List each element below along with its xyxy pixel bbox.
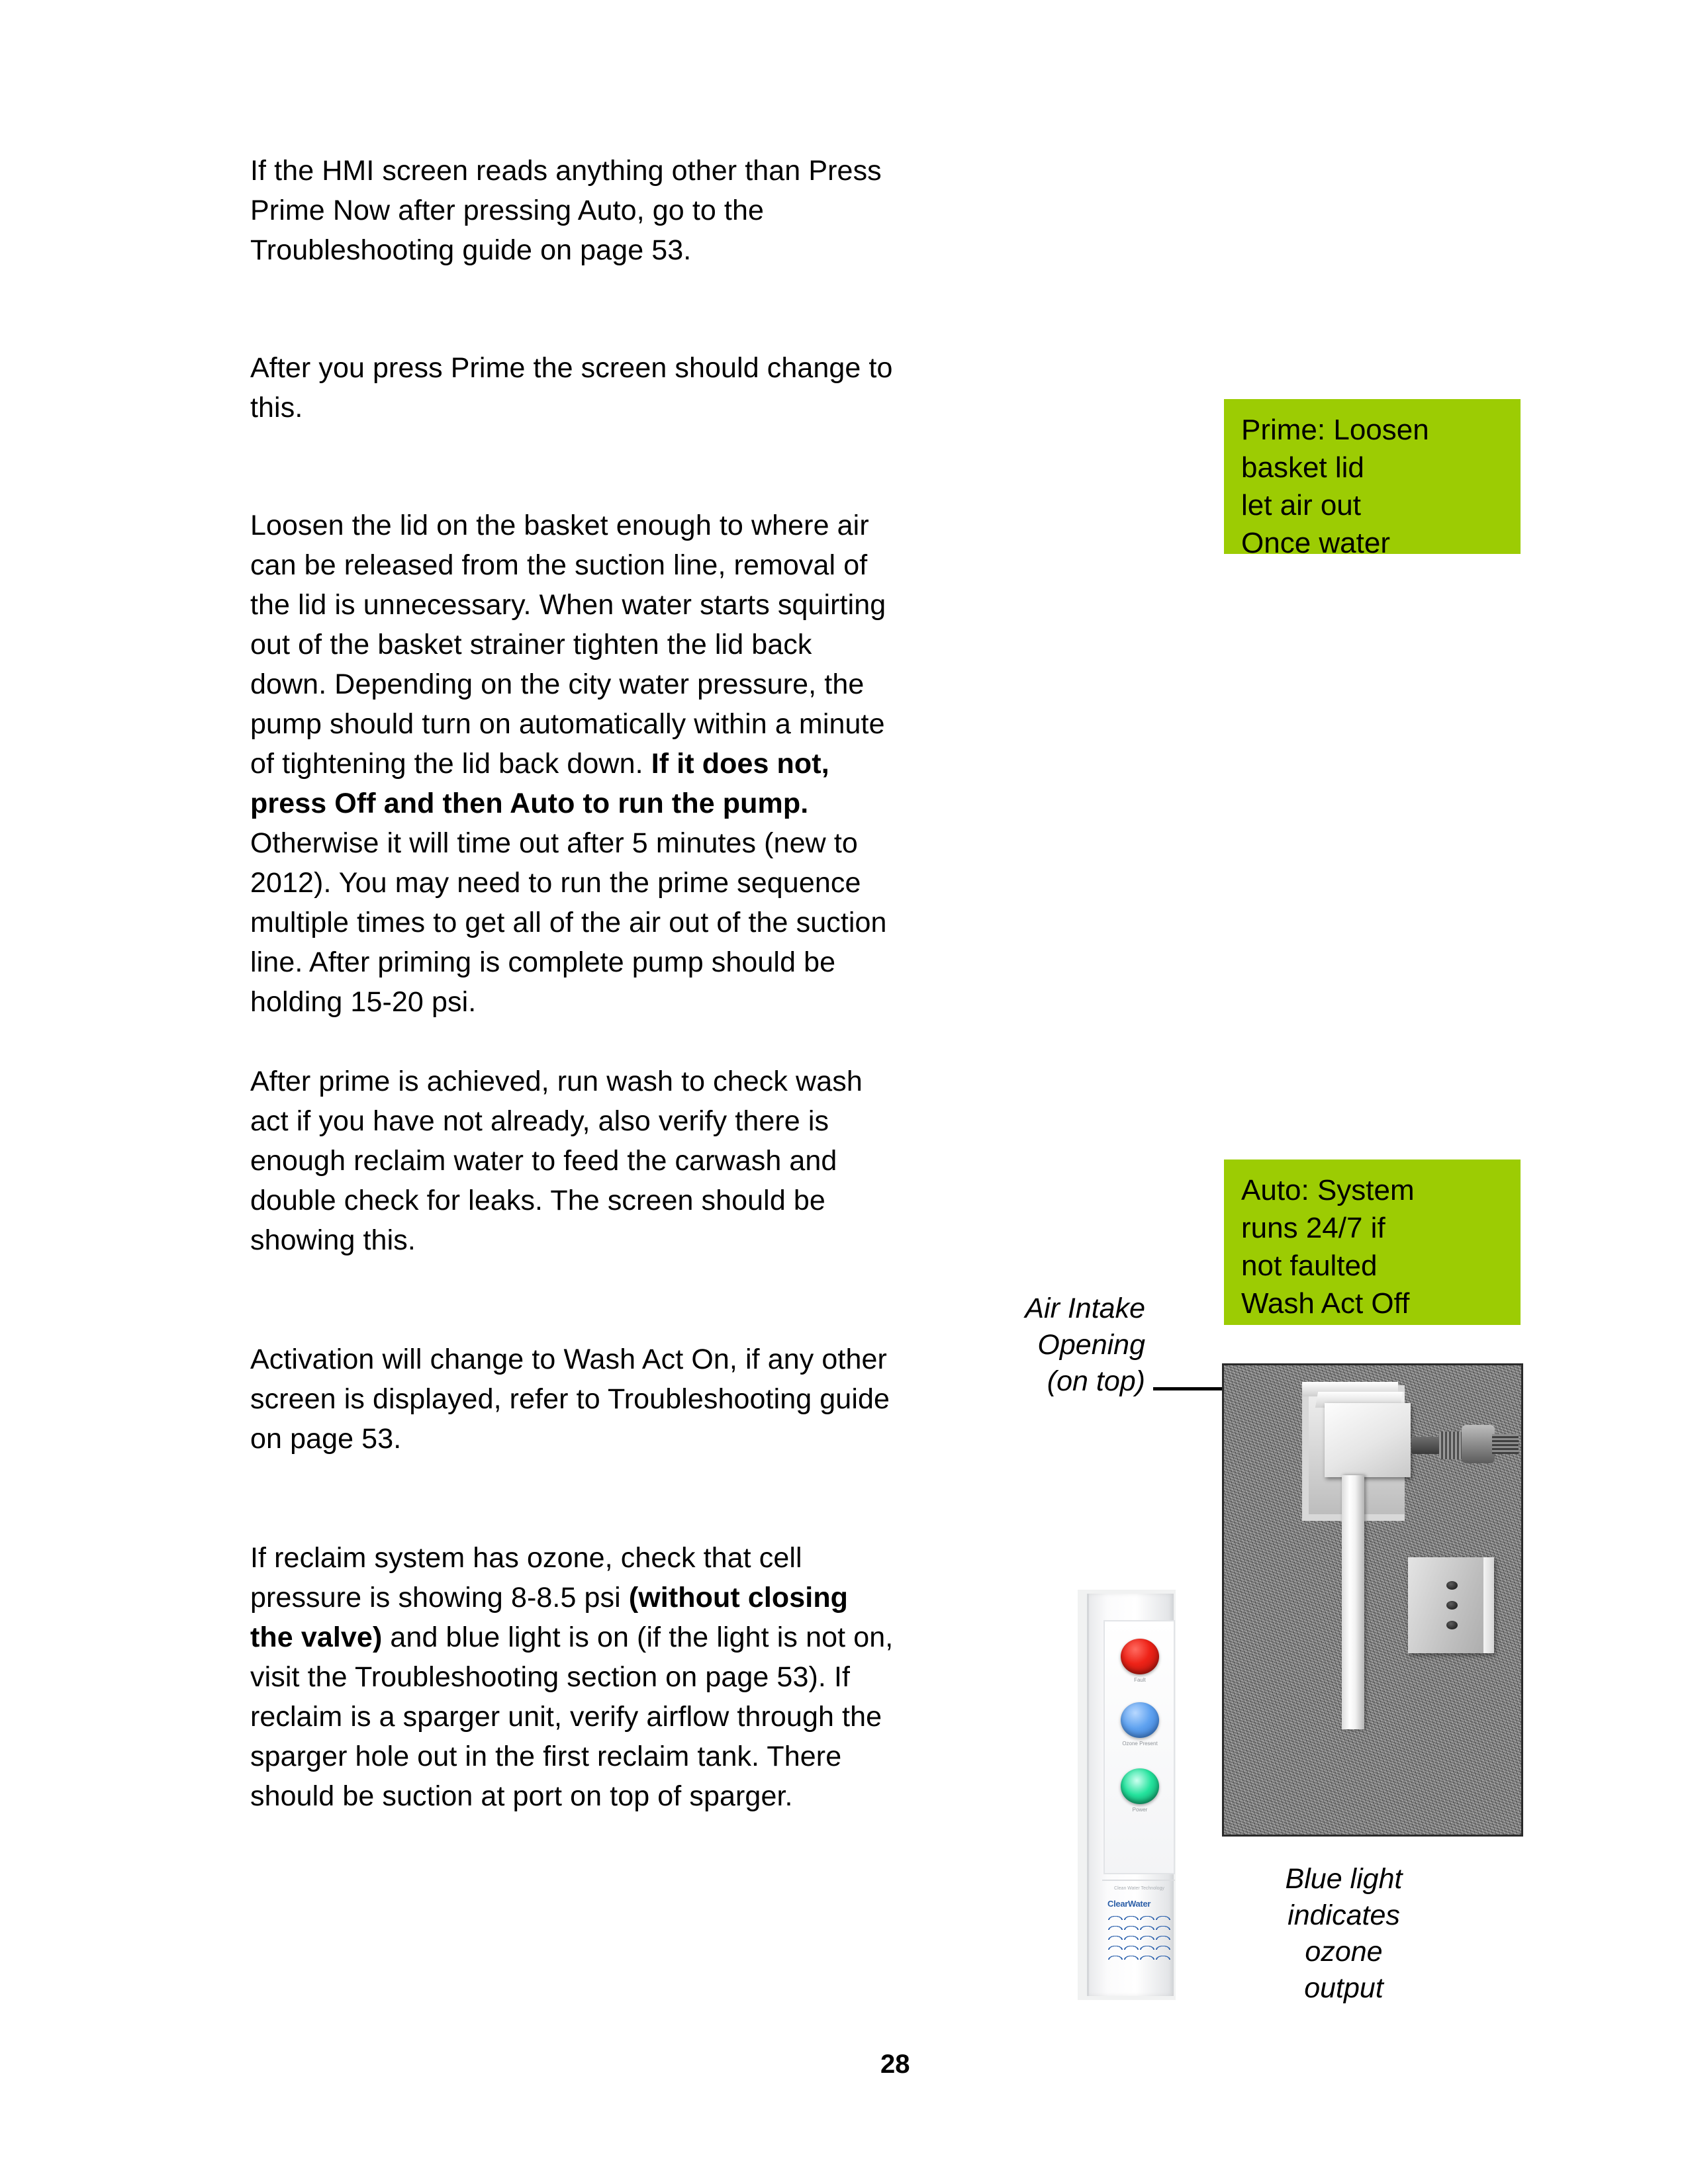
wave-row bbox=[1107, 1933, 1171, 1940]
wave-row bbox=[1107, 1923, 1171, 1930]
paragraph-spacer bbox=[250, 1022, 896, 1062]
loosen-lid-text-b: Otherwise it will time out after 5 minutes (new to 2012). You may need to run the prime sequence multiple times to get all of the air out of the suction line. After priming is complete pump should be holding 15-20 psi. bbox=[250, 827, 887, 1018]
paragraph-spacer bbox=[250, 1260, 896, 1340]
fitting-segment-a bbox=[1411, 1437, 1440, 1454]
wave-pattern-icon bbox=[1107, 1913, 1171, 1963]
prime-screen-line-4: Once water bbox=[1241, 527, 1390, 559]
ozone-present-lamp-label: Ozone Present bbox=[1122, 1741, 1158, 1747]
auto-screen-line-2: runs 24/7 if bbox=[1241, 1212, 1385, 1244]
blue-light-line-1: Blue light bbox=[1285, 1863, 1403, 1895]
paragraph-loosen-lid bbox=[250, 506, 896, 1022]
photo-sparger-assembly bbox=[1222, 1363, 1523, 1837]
ozone-bold-emphasis: (without closing the valve) bbox=[250, 1582, 849, 1653]
photo-ozone-control-panel bbox=[1078, 1590, 1176, 2000]
auto-screen-line-3: not faulted bbox=[1241, 1250, 1378, 1282]
paragraph-ozone-check bbox=[250, 1538, 896, 1816]
paragraph-activation: Activation will change to Wash Act On, if any other screen is displayed, refer to Troubleshooting guide on page 53. bbox=[250, 1343, 890, 1455]
power-lamp-label: Power bbox=[1132, 1807, 1148, 1813]
blue-light-line-3: ozone bbox=[1305, 1936, 1383, 1968]
blue-light-line-4: output bbox=[1304, 1972, 1383, 2004]
auto-screen-line-4: Wash Act Off bbox=[1241, 1287, 1410, 1320]
air-intake-line-1: Air Intake bbox=[1025, 1293, 1145, 1324]
plate-hole bbox=[1446, 1581, 1458, 1590]
panel-faceplate bbox=[1087, 1594, 1174, 1996]
wave-row bbox=[1107, 1942, 1171, 1950]
loosen-lid-bold-emphasis: If it does not, press Off and then Auto to run the pump. bbox=[250, 748, 829, 819]
fitting-segment-d bbox=[1492, 1434, 1519, 1454]
callout-auto-screen bbox=[1224, 1160, 1521, 1325]
fault-lamp-icon bbox=[1121, 1639, 1159, 1674]
air-intake-line-2: Opening bbox=[1037, 1329, 1145, 1361]
power-lamp-icon bbox=[1121, 1768, 1159, 1804]
fitting-segment-c bbox=[1462, 1425, 1495, 1463]
paragraph-spacer bbox=[250, 270, 896, 348]
sparger-mounting-plate bbox=[1408, 1557, 1494, 1653]
prime-screen-line-2: basket lid bbox=[1241, 451, 1364, 484]
callout-prime-screen bbox=[1224, 399, 1521, 559]
wave-row bbox=[1107, 1952, 1171, 1960]
ozone-present-lamp-icon bbox=[1121, 1702, 1159, 1738]
sparger-hose-fitting bbox=[1411, 1422, 1517, 1466]
paragraph-spacer bbox=[250, 1459, 896, 1538]
loosen-lid-text-a: Loosen the lid on the basket enough to where air can be released from the suction line, removal of the lid is unnecessary. When water starts squirting out of the basket strainer tighten the lid back down. Depending on the city water pressure, the pump should turn on automatically within a minute of tightening the lid back down. bbox=[250, 510, 886, 780]
prime-screen-line-1: Prime: Loosen bbox=[1241, 414, 1429, 446]
clearwater-logo bbox=[1107, 1899, 1171, 1909]
plate-hole bbox=[1446, 1621, 1458, 1629]
fitting-segment-b bbox=[1439, 1432, 1463, 1459]
air-intake-line-3: (on top) bbox=[1047, 1365, 1145, 1397]
prime-screen-line-3: let air out bbox=[1241, 489, 1361, 522]
air-intake-annotation bbox=[986, 1291, 1145, 1400]
paragraph-after-prime-achieved: After prime is achieved, run wash to check wash act if you have not already, also verify there is enough reclaim water to feed the carwash and double check for leaks. The screen should be showing this. bbox=[250, 1066, 863, 1256]
ozone-text-b: and blue light is on (if the light is not on, visit the Troubleshooting section on page 53). If reclaim is a sparger unit, verify airflow through the sparger hole out in the first reclaim tank. There should be suction at port on top of sparger. bbox=[250, 1621, 894, 1812]
clearwater-logo-text: ClearWater bbox=[1107, 1899, 1151, 1909]
panel-lamp-cluster bbox=[1103, 1620, 1175, 1874]
sparger-tube bbox=[1342, 1475, 1364, 1729]
body-text-column bbox=[250, 151, 896, 1816]
ozone-text-a: If reclaim system has ozone, check that cell pressure is showing 8-8.5 psi bbox=[250, 1542, 802, 1614]
fault-lamp-label: Fault bbox=[1134, 1677, 1146, 1683]
paragraph-hmi-screen: If the HMI screen reads anything other than Press Prime Now after pressing Auto, go to the Troubleshooting guide on page 53. bbox=[250, 155, 882, 266]
paragraph-after-prime: After you press Prime the screen should change to this. bbox=[250, 352, 893, 424]
wave-row bbox=[1107, 1913, 1171, 1920]
page-number: 28 bbox=[880, 2050, 910, 2079]
paragraph-spacer bbox=[250, 428, 896, 506]
panel-divider bbox=[1102, 1880, 1175, 1881]
auto-screen-line-1: Auto: System bbox=[1241, 1174, 1415, 1206]
sparger-housing-box bbox=[1325, 1403, 1411, 1477]
blue-light-caption bbox=[1205, 1861, 1483, 2007]
blue-light-line-2: indicates bbox=[1288, 1899, 1400, 1931]
plate-edge bbox=[1483, 1557, 1494, 1653]
plate-hole bbox=[1446, 1601, 1458, 1610]
panel-tagline: Clean Water Technology bbox=[1114, 1886, 1164, 1891]
